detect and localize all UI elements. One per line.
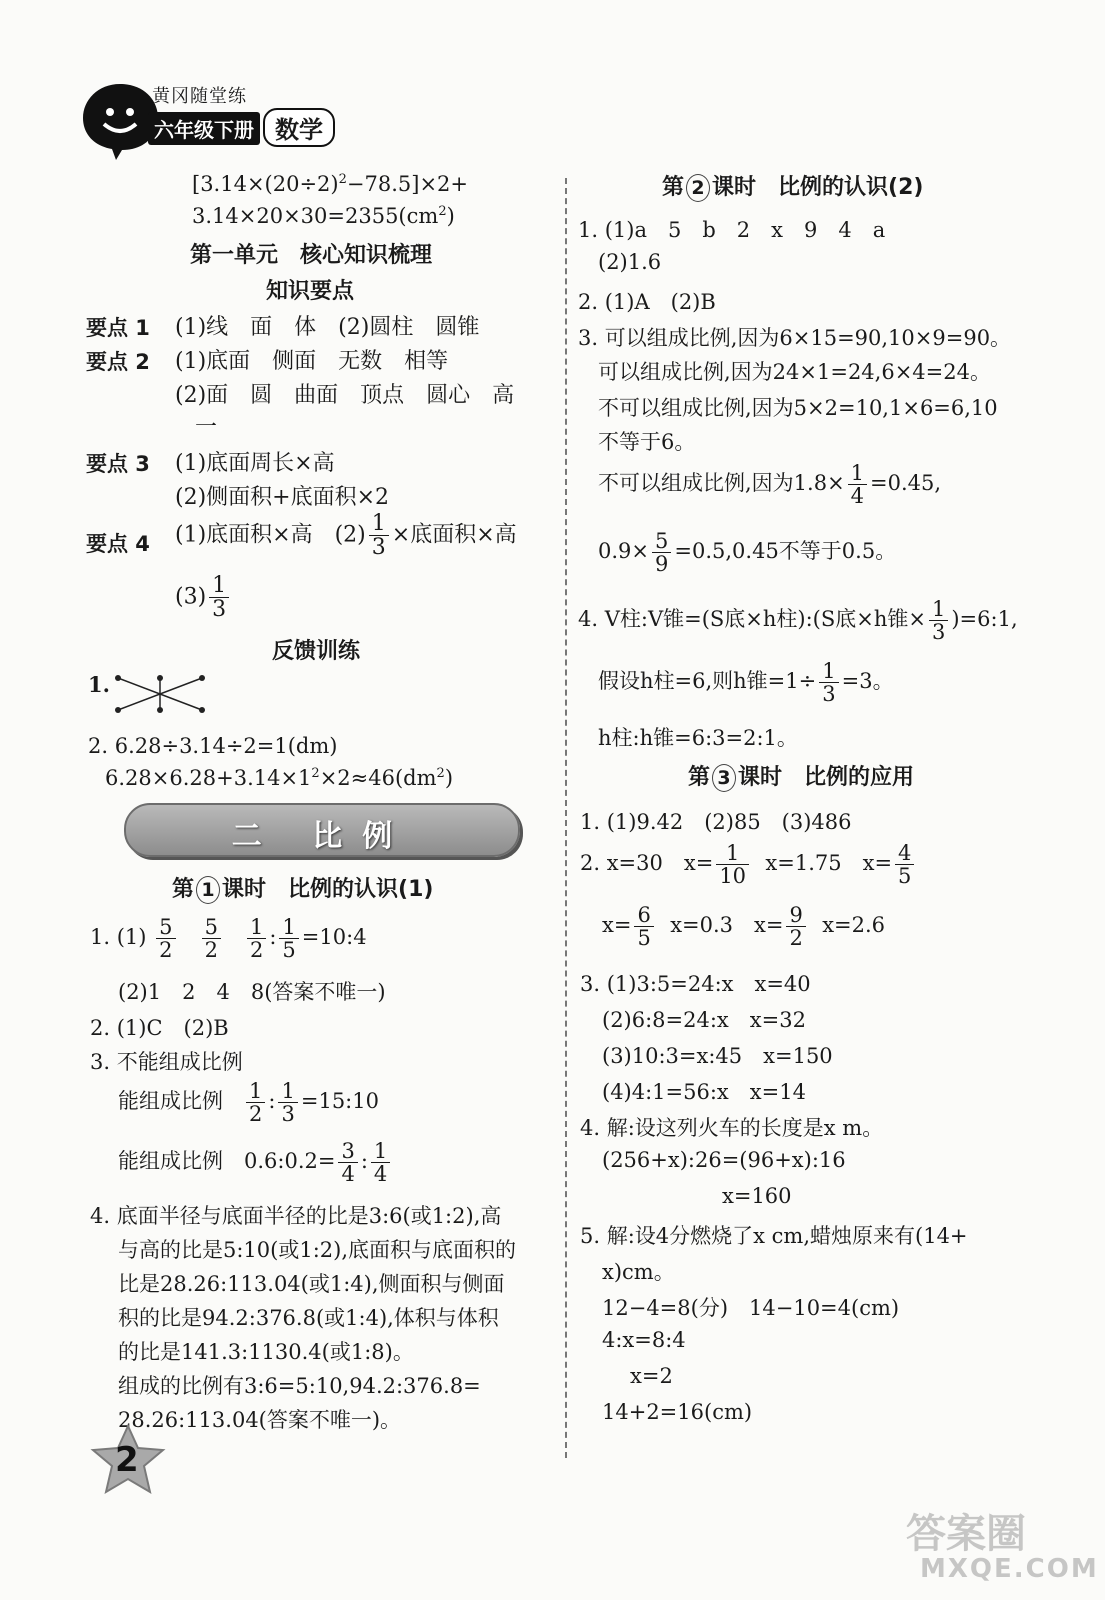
answer-line: 2. (1)C (2)B: [90, 1016, 229, 1040]
point-text: ×底面积×高: [391, 522, 517, 548]
answer-line: x=2: [630, 1364, 673, 1388]
answer-line: 可以组成比例,因为24×1=24,6×4=24。: [598, 360, 991, 384]
answer-line: ×2≈46(dm: [319, 766, 437, 790]
point-label: 要点 4: [86, 532, 150, 556]
point-label: 要点 2: [86, 350, 150, 374]
point-text: (1)底面积×高 (2): [175, 522, 366, 548]
answer-line: (256+x):26=(96+x):16: [602, 1148, 846, 1172]
header-logo: [78, 78, 348, 158]
answer-line: x=1.75 x=: [765, 851, 893, 876]
answer-line: 5. 解:设4分燃烧了x cm,蜡烛原来有(14+: [580, 1224, 968, 1248]
section-title: 反馈训练: [272, 639, 361, 664]
lesson-title: [688, 760, 914, 792]
answer-line: x)cm。: [602, 1260, 675, 1284]
answer-line: 组成的比例有3:6=5:10,94.2:376.8=: [118, 1374, 481, 1398]
answer-line: 14+2=16(cm): [602, 1400, 753, 1424]
subject-label: 数学: [263, 108, 335, 147]
unit-banner: [124, 803, 520, 857]
lesson-title: [662, 170, 923, 202]
answer-line: 0.9×: [598, 539, 649, 564]
answer-line: x=2.6: [822, 913, 886, 938]
fraction-num: 1: [369, 512, 389, 536]
lesson-title-part: 第: [662, 175, 685, 200]
answer-line: 2. (1)A (2)B: [578, 290, 716, 314]
answer-line: 3. 不能组成比例: [90, 1050, 243, 1074]
column-divider: [565, 178, 567, 1458]
lesson-title-part: 课时 比例的认识(1): [222, 877, 434, 902]
answer-line: 能组成比例: [118, 1089, 223, 1114]
answer-line: (2)1.6: [598, 250, 662, 274]
answer-line: =0.45,: [870, 471, 942, 496]
matching-lines-diagram: [110, 668, 210, 720]
answer-line: 3. (1)3:5=24:x x=40: [580, 972, 811, 996]
text-line: [3.14×(20÷2): [192, 172, 339, 196]
answer-line: 4. 解:设这列火车的长度是x m。: [580, 1116, 884, 1140]
lesson-title: [172, 872, 433, 904]
answer-line: (2)1 2 4 8(答案不唯一): [118, 980, 386, 1004]
watermark-text: 答案圈: [906, 1511, 1026, 1557]
fraction-num: 1: [209, 574, 229, 598]
answer-line: 1. (1): [90, 925, 147, 950]
point-text: (2)侧面积+底面积×2: [175, 485, 390, 510]
answer-line: ): [444, 766, 454, 790]
answer-line: 1. (1)a 5 b 2 x 9 4 a: [578, 218, 886, 242]
answer-line: 4:x=8:4: [602, 1328, 686, 1352]
answer-line: 4. V柱:V锥=(S底×h柱):(S底×h锥×: [578, 607, 926, 632]
answer-line: 6.28×6.28+3.14×1: [105, 766, 312, 790]
answer-line: 假设h柱=6,则h锥=1÷: [598, 669, 817, 694]
answer-line: 不可以组成比例,因为5×2=10,1×6=6,10: [598, 396, 998, 420]
answer-line: 的比是141.3:1130.4(或1:8)。: [118, 1340, 414, 1364]
question-number: 1.: [88, 672, 110, 697]
answer-line: =0.5,0.45不等于0.5。: [674, 539, 897, 564]
lesson-title-part: 第: [172, 877, 195, 902]
answer-line: 1. (1)9.42 (2)85 (3)486: [580, 810, 852, 834]
point-text: (3): [175, 584, 207, 610]
text-line: 3.14×20×30=2355(cm: [192, 204, 439, 228]
section-title: 知识要点: [266, 279, 355, 304]
answer-line: =3。: [841, 669, 894, 694]
answer-line: 2. 6.28÷3.14÷2=1(dm): [88, 734, 338, 758]
answer-line: x=160: [722, 1184, 792, 1208]
answer-line: 12−4=8(分) 14−10=4(cm): [602, 1296, 900, 1320]
grade-label: 六年级下册: [148, 112, 260, 145]
point-text: (1)线 面 体 (2)圆柱 圆锥: [175, 315, 480, 340]
lesson-title-part: 课时 比例的认识(2): [712, 175, 924, 200]
point-text: (1)底面周长×高: [175, 451, 335, 476]
point-text: 一: [195, 415, 218, 440]
answer-line: )=6:1,: [951, 607, 1018, 632]
answer-line: =10:4: [301, 925, 367, 950]
point-text: (2)面 圆 曲面 顶点 圆心 高: [175, 383, 515, 408]
answer-line: 积的比是94.2:376.8(或1:4),体积与体积: [118, 1306, 499, 1330]
answer-line: (2)6:8=24:x x=32: [602, 1008, 806, 1032]
watermark: [900, 1502, 1099, 1592]
lesson-title-part: 第: [688, 765, 711, 790]
point-text: (1)底面 侧面 无数 相等: [175, 349, 449, 374]
answer-line: h柱:h锥=6:3=2:1。: [598, 726, 798, 750]
lesson-number: 2: [686, 174, 710, 202]
fraction-den: 3: [212, 597, 227, 623]
answer-line: 4. 底面半径与底面半径的比是3:6(或1:2),高: [90, 1204, 502, 1228]
fraction-den: 3: [371, 535, 386, 561]
answer-line: 比是28.26:113.04(或1:4),侧面积与侧面: [118, 1272, 505, 1296]
unit-title: 第一单元 核心知识梳理: [190, 243, 433, 268]
answer-line: 28.26:113.04(答案不唯一)。: [118, 1408, 402, 1432]
answer-line: 与高的比是5:10(或1:2),底面积与底面积的: [118, 1238, 517, 1262]
watermark-url: MXQE.COM: [920, 1554, 1099, 1584]
answer-line: =15:10: [300, 1089, 379, 1114]
page-number: 2: [115, 1440, 139, 1480]
text-line: −78.5]×2+: [346, 172, 469, 196]
answer-line: 2. x=30 x=: [580, 851, 714, 876]
lesson-title-part: 课时 比例的应用: [738, 765, 915, 790]
answer-line: 3. 可以组成比例,因为6×15=90,10×9=90。: [578, 326, 1012, 350]
answer-line: 能组成比例 0.6:0.2=: [118, 1149, 336, 1174]
answer-line: x=: [602, 913, 632, 938]
lesson-number: 1: [196, 876, 220, 904]
answer-line: x=0.3 x=: [670, 913, 784, 938]
page-number-badge: [88, 1422, 168, 1500]
answer-line: (3)10:3=x:45 x=150: [602, 1044, 833, 1068]
answer-line: (4)4:1=56:x x=14: [602, 1080, 806, 1104]
point-label: 要点 1: [86, 316, 150, 340]
answer-line: 不可以组成比例,因为1.8×: [598, 471, 845, 496]
lesson-number: 3: [712, 764, 736, 792]
answer-line: 不等于6。: [598, 430, 696, 454]
point-label: 要点 3: [86, 452, 150, 476]
text-line: ): [446, 204, 455, 228]
unit-banner-text: 二 比例: [231, 819, 413, 854]
series-title: 黄冈随堂练: [152, 86, 247, 107]
